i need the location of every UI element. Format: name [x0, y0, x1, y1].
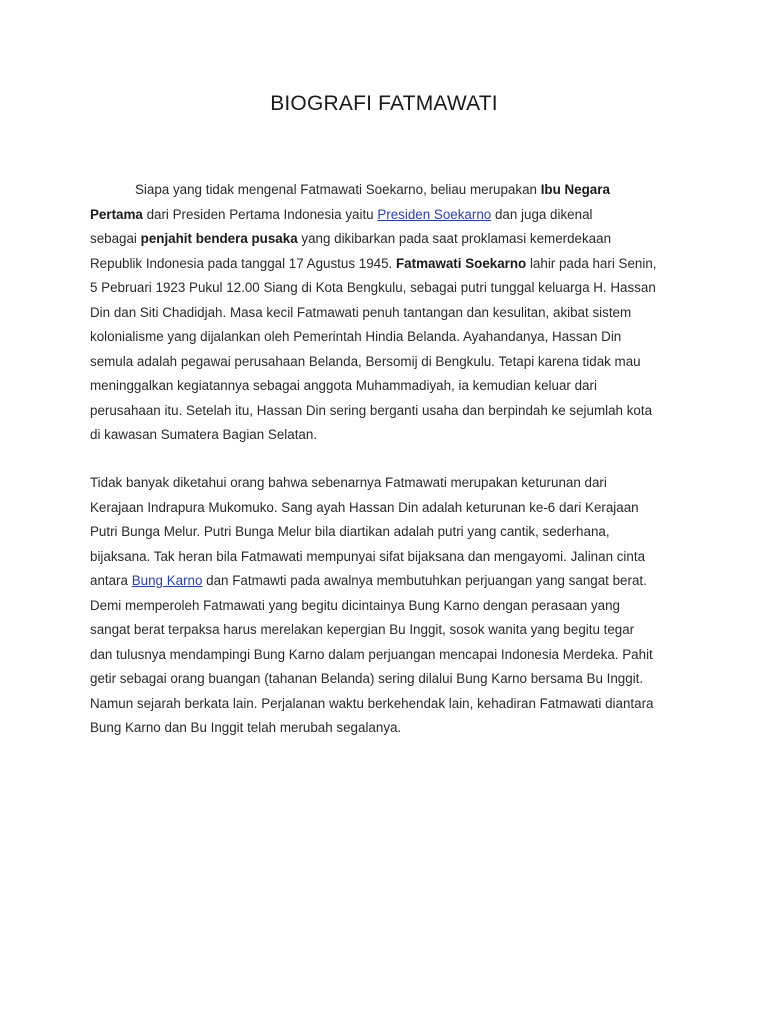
paragraph-1-line-11: di kawasan Sumatera Bagian Selatan.: [90, 427, 318, 442]
paragraph-2-line-7: sangat berat terpaksa harus merelakan kepergian Bu Inggit, sosok wanita yang begitu tegar: [90, 622, 635, 637]
bold-ibu-negara: Ibu Negara: [540, 182, 610, 197]
link-bung-karno[interactable]: Bung Karno: [131, 573, 203, 588]
paragraph-1-line-6: Din dan Siti Chadidjah. Masa kecil Fatmawati penuh tantangan dan kesulitan, akibat sistem: [90, 304, 632, 320]
text-run: sebagai: [90, 231, 141, 246]
paragraph-1-line-7: kolonialisme yang dijalankan oleh Pemerintah Hindia Belanda. Ayahandanya, Hassan Din: [90, 329, 622, 344]
paragraph-1-line-8: semula adalah pegawai perusahaan Belanda, Bersomij di Bengkulu. Tetapi karena tidak mau: [90, 353, 641, 369]
text-run: yang dikibarkan pada saat proklamasi kemerdekaan: [297, 231, 612, 246]
paragraph-2-line-10: Namun sejarah berkata lain. Perjalanan waktu berkehendak lain, kehadiran Fatmawati diantara: [90, 695, 654, 711]
bold-pertama: Pertama: [90, 206, 143, 222]
paragraph-1-line-1: [90, 178, 680, 203]
paragraph-2-line-11: Bung Karno dan Bu Inggit telah merubah segalanya.: [90, 720, 402, 735]
bold-penjahit-bendera-pusaka: penjahit bendera pusaka: [140, 231, 298, 246]
paragraph-2-line-3: Putri Bunga Melur. Putri Bunga Melur bila diartikan adalah putri yang cantik, sederhana,: [90, 524, 610, 539]
paragraph-2-line-2: Kerajaan Indrapura Mukomuko. Sang ayah Hassan Din adalah keturunan ke-6 dari Kerajaan: [90, 499, 639, 515]
paragraph-2-line-1: Tidak banyak diketahui orang bahwa sebenarnya Fatmawati merupakan keturunan dari: [90, 475, 607, 490]
text-run: dan Fatmawti pada awalnya membutuhkan perjuangan yang sangat berat.: [202, 573, 647, 588]
text-run: Republik Indonesia pada tanggal 17 Agustus 1945.: [90, 255, 396, 271]
text-run: antara: [90, 573, 132, 588]
text-run: lahir pada hari Senin,: [526, 255, 657, 271]
text-run: Siapa yang tidak mengenal Fatmawati Soekarno, beliau merupakan: [135, 182, 541, 197]
paragraph-2-line-8: dan tulusnya mendampingi Bung Karno dalam perjuangan mencapai Indonesia Merdeka. Pahit: [90, 646, 653, 662]
paragraph-1-line-9: meninggalkan kegiatannya sebagai anggota Muhammadiyah, ia kemudian keluar dari: [90, 378, 597, 393]
paragraph-2-line-9: getir sebagai orang buangan (tahanan Belanda) sering dilalui Bung Karno bersama Bu Inggit.: [90, 671, 644, 686]
paragraph-2-line-5: [90, 569, 680, 594]
paragraph-1-line-5: 5 Pebruari 1923 Pukul 12.00 Siang di Kota Bengkulu, sebagai putri tunggal keluarga H. Hassan: [90, 280, 656, 295]
bold-fatmawati-soekarno: Fatmawati Soekarno: [396, 255, 527, 271]
paragraph-2-line-6: Demi memperoleh Fatmawati yang begitu dicintainya Bung Karno dengan perasaan yang: [90, 597, 620, 613]
paragraph-1-line-4: [90, 252, 680, 277]
text-run: dan juga dikenal: [491, 206, 593, 222]
paragraph-2-line-4: bijaksana. Tak heran bila Fatmawati mempunyai sifat bijaksana dan mengayomi. Jalinan cinta: [90, 548, 646, 564]
paragraph-1: [90, 178, 680, 448]
paragraph-2: [90, 471, 680, 741]
text-run: dari Presiden Pertama Indonesia yaitu: [142, 206, 378, 222]
paragraph-1-line-3: [90, 227, 680, 252]
link-presiden-soekarno[interactable]: Presiden Soekarno: [377, 206, 492, 222]
paragraph-1-line-2: [90, 203, 680, 228]
document-title: BIOGRAFI FATMAWATI: [270, 92, 498, 115]
paragraph-1-line-10: perusahaan itu. Setelah itu, Hassan Din sering berganti usaha dan berpindah ke sejumlah kota: [90, 402, 653, 418]
